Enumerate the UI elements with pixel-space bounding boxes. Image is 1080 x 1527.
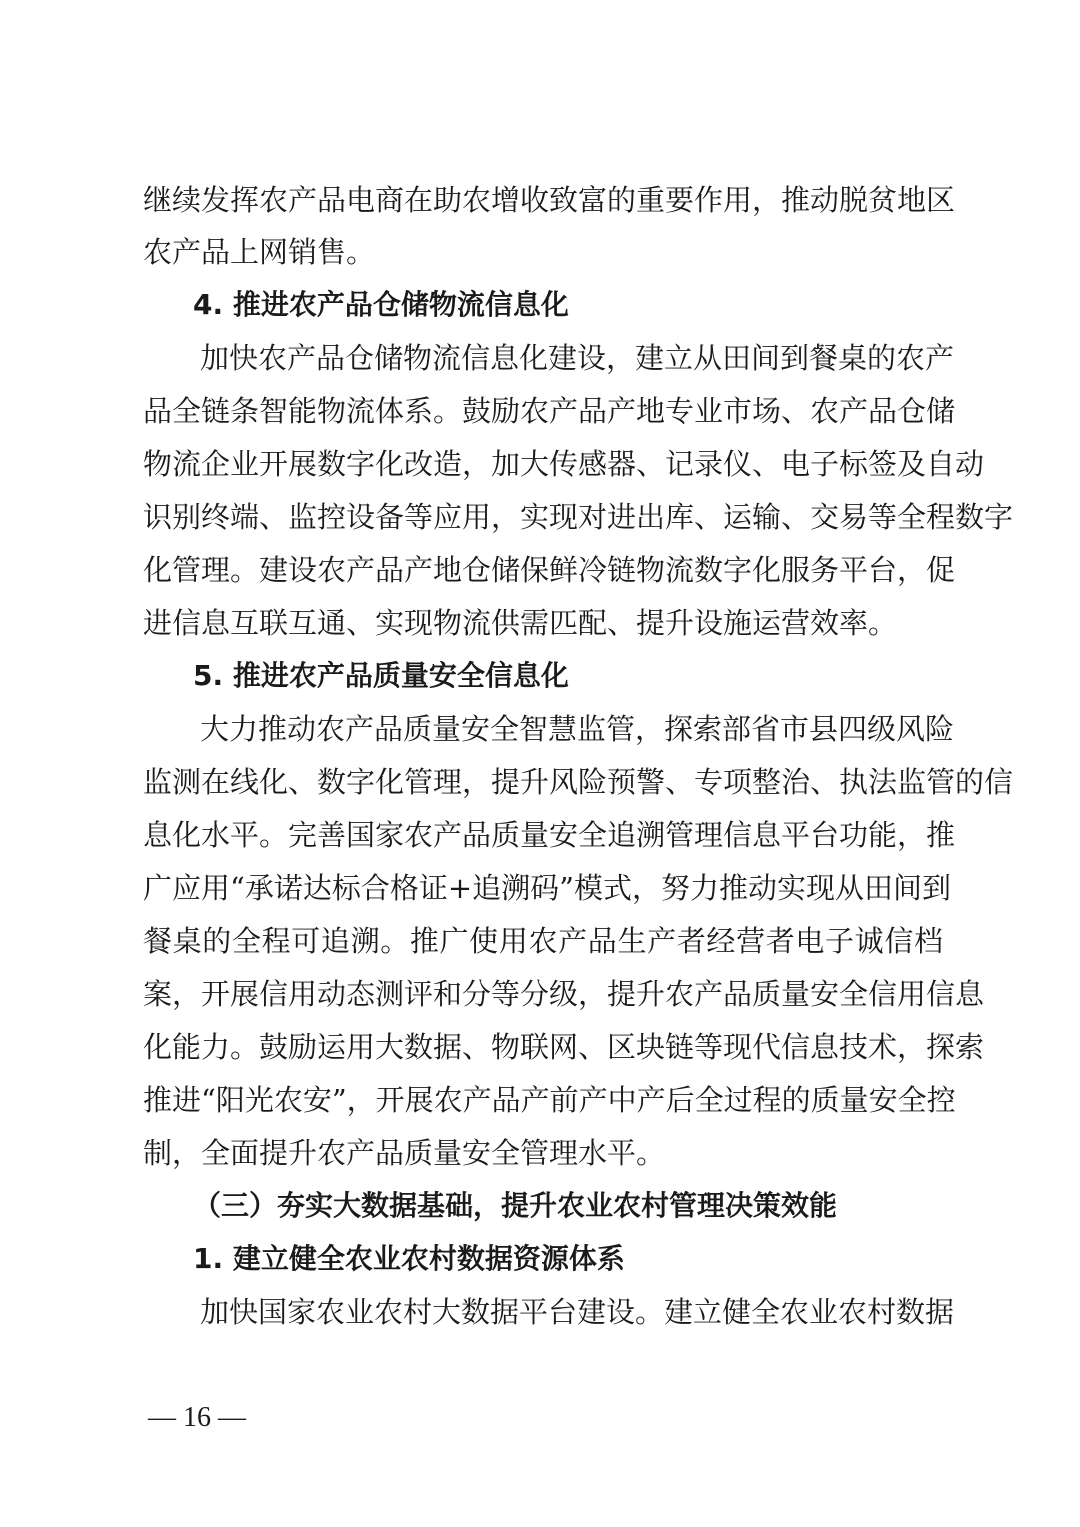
section-heading: 4. 推进农产品仓储物流信息化: [193, 288, 569, 321]
paragraph-line: 品全链条智能物流体系。鼓励农产品产地专业市场、农产品仓储: [143, 394, 956, 428]
paragraph-line: 案，开展信用动态测评和分等分级，提升农产品质量安全信用信息: [143, 977, 985, 1011]
paragraph-line: 物流企业开展数字化改造，加大传感器、记录仪、电子标签及自动: [143, 447, 985, 481]
paragraph-line: 识别终端、监控设备等应用，实现对进出库、运输、交易等全程数字: [143, 500, 1014, 534]
paragraph-line: 化能力。鼓励运用大数据、物联网、区块链等现代信息技术，探索: [143, 1030, 985, 1064]
paragraph-line: 加快农产品仓储物流信息化建设，建立从田间到餐桌的农产: [200, 341, 955, 375]
paragraph-line: 制，全面提升农产品质量安全管理水平。: [143, 1136, 666, 1170]
paragraph-line: 餐桌的全程可追溯。推广使用农产品生产者经营者电子诚信档: [143, 924, 943, 958]
section-heading: 5. 推进农产品质量安全信息化: [193, 659, 569, 692]
subsection-heading: 1. 建立健全农业农村数据资源体系: [193, 1242, 625, 1275]
paragraph-line: 加快国家农业农村大数据平台建设。建立健全农业农村数据: [200, 1295, 955, 1329]
paragraph-line: 农产品上网销售。: [143, 235, 376, 269]
paragraph-line: 进信息互联互通、实现物流供需匹配、提升设施运营效率。: [143, 606, 898, 640]
paragraph-line: 监测在线化、数字化管理，提升风险预警、专项整治、执法监管的信: [143, 765, 1014, 799]
paragraph-line: 大力推动农产品质量安全智慧监管，探索部省市县四级风险: [200, 712, 955, 746]
paragraph-line: 推进“阳光农安”，开展农产品产前产中产后全过程的质量安全控: [143, 1083, 956, 1117]
page-number: — 16 —: [148, 1402, 246, 1433]
paragraph-line: 广应用“承诺达标合格证+追溯码”模式，努力推动实现从田间到: [143, 871, 951, 905]
paragraph-line: 化管理。建设农产品产地仓储保鲜冷链物流数字化服务平台，促: [143, 553, 956, 587]
section-heading: （三）夯实大数据基础，提升农业农村管理决策效能: [193, 1189, 838, 1222]
paragraph-line: 息化水平。完善国家农产品质量安全追溯管理信息平台功能，推: [143, 818, 956, 852]
paragraph-line: 继续发挥农产品电商在助农增收致富的重要作用，推动脱贫地区: [143, 183, 956, 217]
